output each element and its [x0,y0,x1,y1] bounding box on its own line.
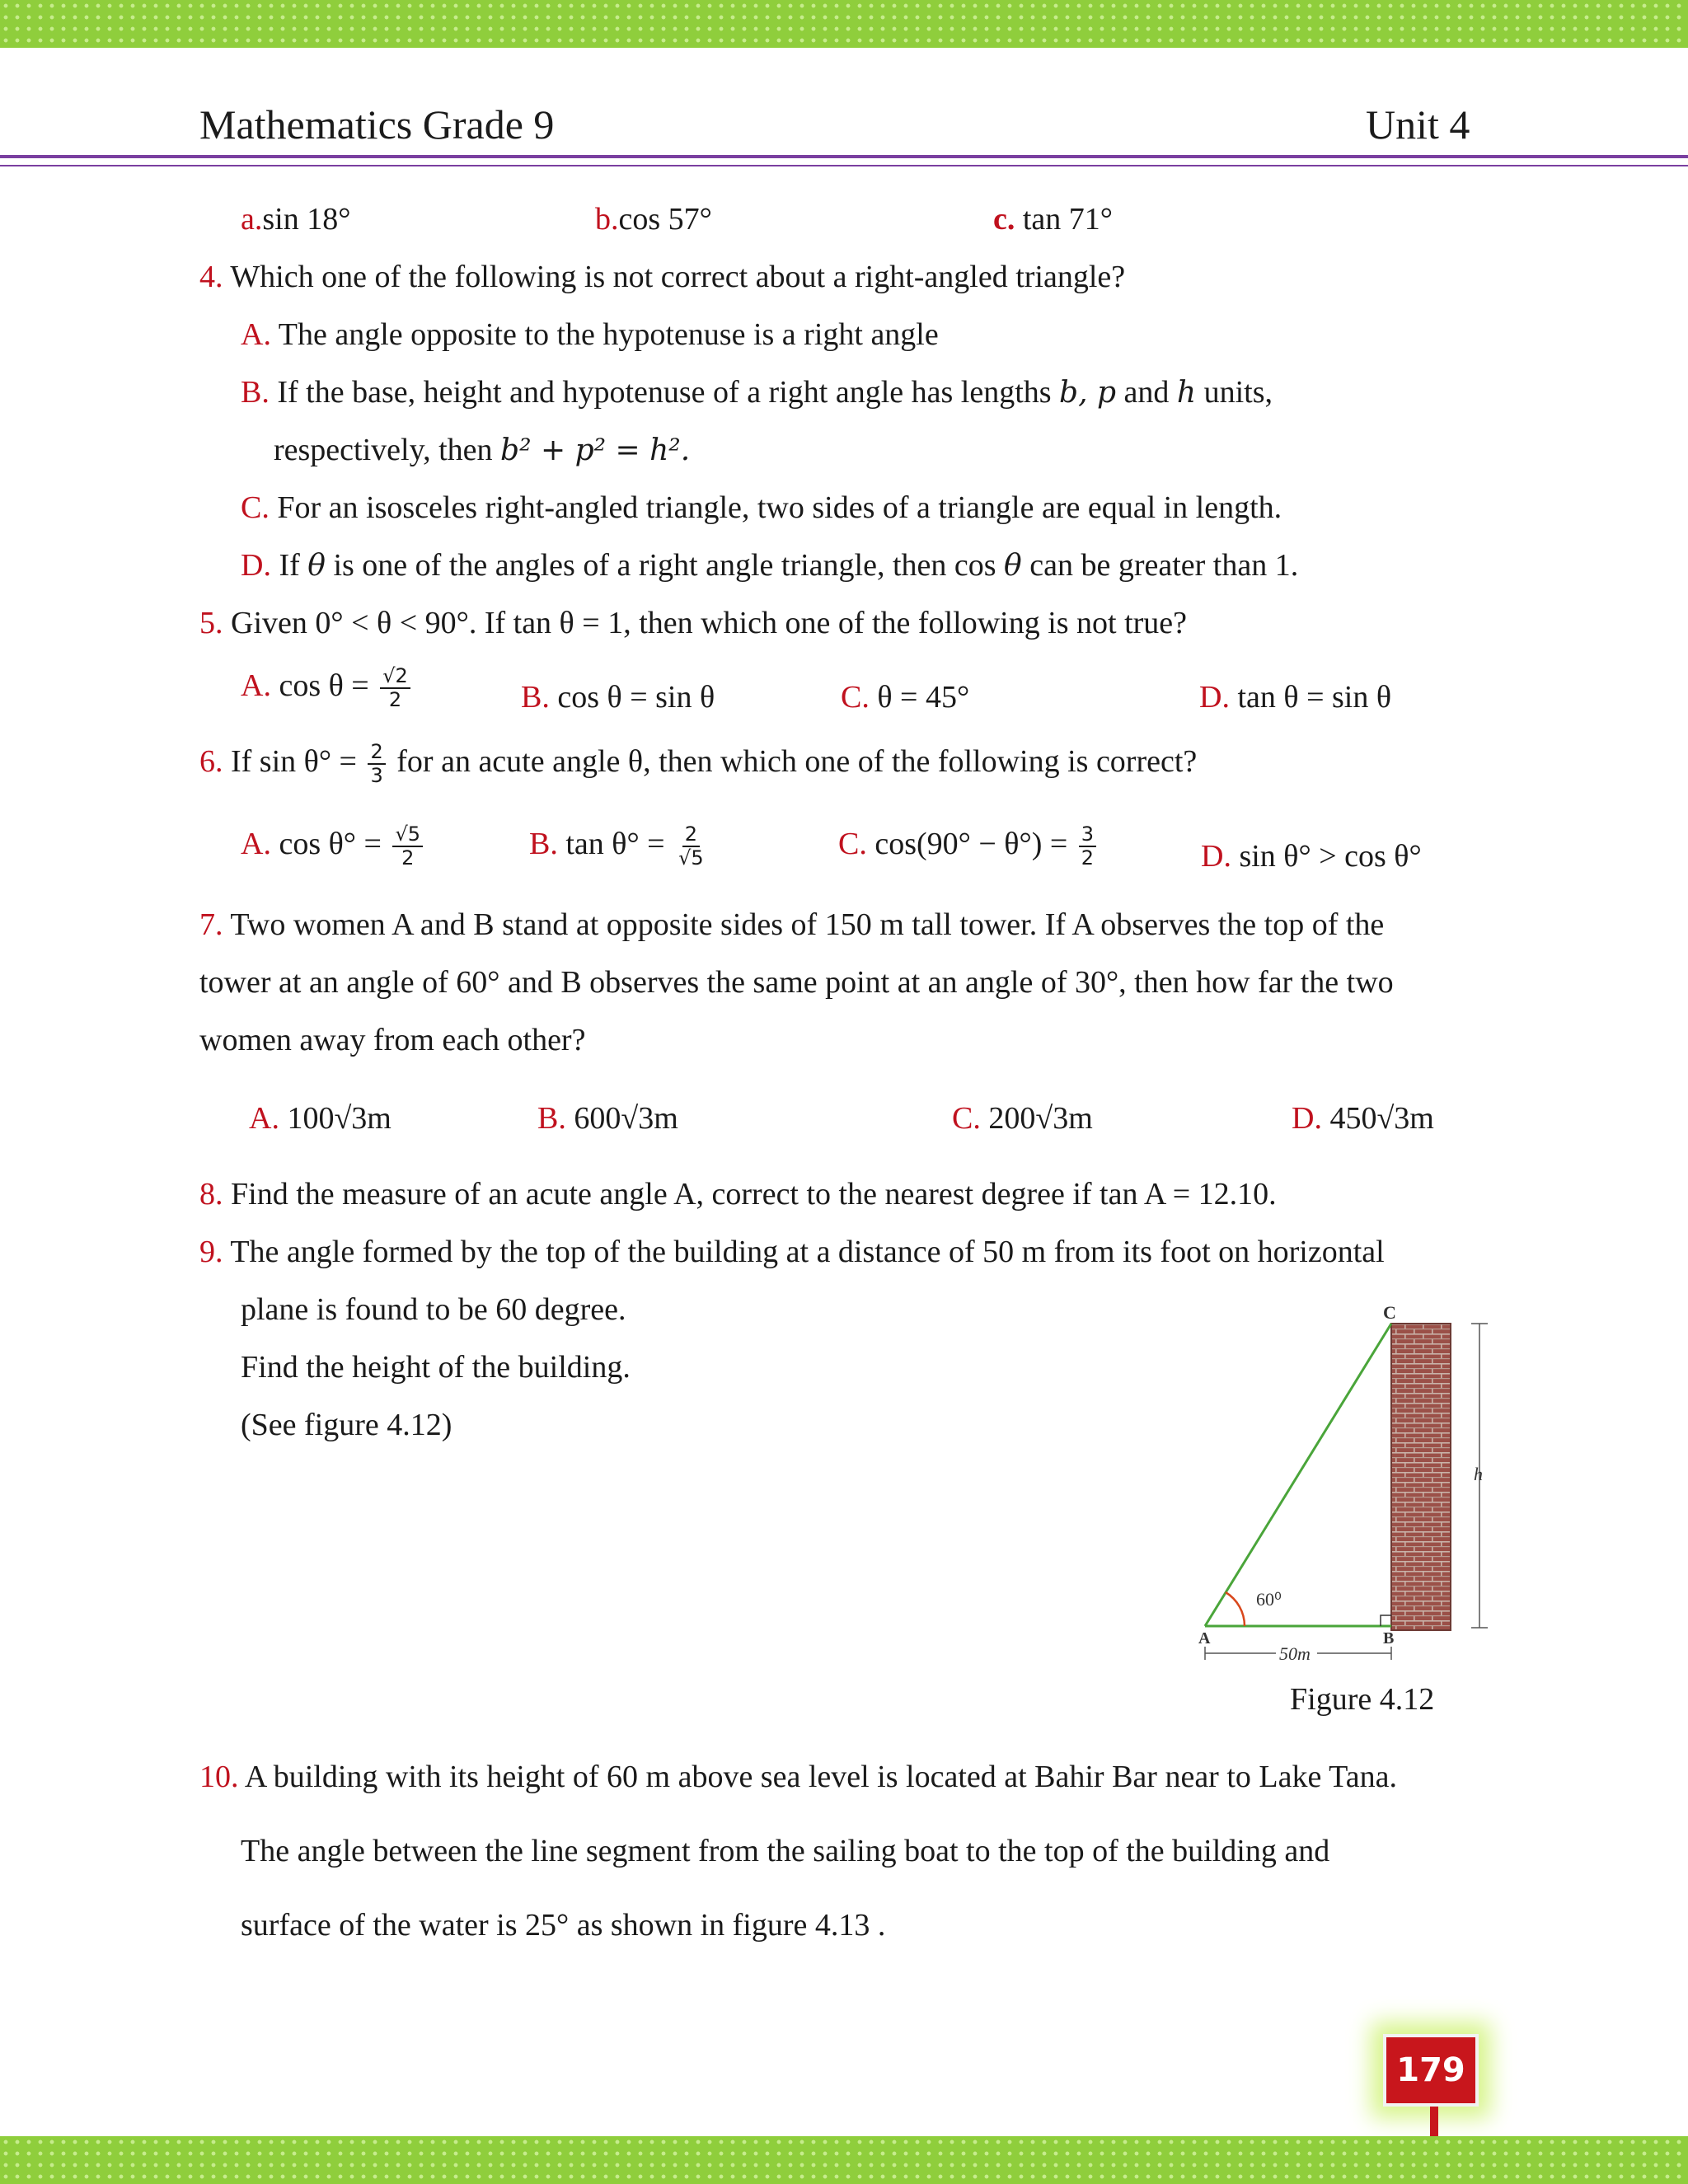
q7-option-b: B. 600√3m [537,1101,678,1136]
base-length-label: 50m [1279,1643,1311,1664]
q4-option-b-continued: respectively, then b² + p² = h². [274,433,691,467]
q6-option-a: A. cos θ° = $\frac{√5}{2}$ [241,824,426,869]
header-title: Mathematics Grade 9 [199,101,555,148]
q5-option-a: A. cos θ = $\frac{√2}{2}$ [241,666,414,710]
top-decorative-band [0,0,1688,48]
q6-option-c: C. cos(90° − θ°) = $\frac{3}{2}$ [838,824,1100,869]
header-unit: Unit 4 [1366,101,1470,148]
q6-question: 6. If sin θ° = $\frac{2}{3}$ for an acute angle θ, then which one of the following is correct? [199,740,1198,788]
q9-question-line1: 9. The angle formed by the top of the building at a distance of 50 m from its foot on horizontal [199,1235,1385,1269]
vertex-label-b: B [1383,1629,1395,1647]
q5-option-d: D. tan θ = sin θ [1199,680,1392,715]
hypotenuse-line [1205,1324,1391,1626]
q4-option-b: B. If the base, height and hypotenuse of a right angle has lengths b, p and h units, [241,375,1273,410]
q10-question-line3: surface of the water is 25° as shown in figure 4.13 . [241,1908,886,1943]
q8-question: 8. Find the measure of an acute angle A, correct to the nearest degree if tan A = 12.10. [199,1177,1277,1212]
q7-question-line2: tower at an angle of 60° and B observes the same point at an angle of 30°, then how far the two [199,965,1394,1000]
q3-option-c: c. tan 71° [993,202,1113,237]
q5-option-b: B. cos θ = sin θ [521,680,715,715]
q10-question-line1: 10. A building with its height of 60 m above sea level is located at Bahir Bar near to Lake Tana. [199,1760,1397,1794]
vertex-label-c: C [1383,1302,1396,1323]
q9-question-line3: Find the height of the building. [241,1350,631,1385]
angle-label: 60⁰ [1256,1589,1282,1610]
page-number-stem [1430,2107,1438,2139]
vertex-label-a: A [1198,1629,1211,1647]
q7-option-a: A. 100√3m [249,1101,392,1136]
q10-question-line2: The angle between the line segment from the sailing boat to the top of the building and [241,1834,1330,1868]
q4-question: 4. Which one of the following is not correct about a right-angled triangle? [199,260,1126,294]
q3-option-a: a.sin 18° [241,202,351,237]
q7-option-c: C. 200√3m [952,1101,1093,1136]
q7-option-d: D. 450√3m [1292,1101,1434,1136]
q4-option-d: D. If θ is one of the angles of a right angle triangle, then cos θ can be greater than 1. [241,548,1299,583]
page-number-badge: 179 [1383,2034,1479,2107]
bottom-decorative-band [0,2136,1688,2184]
building-wall [1391,1324,1451,1630]
figure-4-12 [1187,1294,1500,1673]
q4-option-c: C. For an isosceles right-angled triangle, two sides of a triangle are equal in length. [241,490,1282,525]
q5-option-c: C. θ = 45° [841,680,970,715]
q4-option-a: A. The angle opposite to the hypotenuse is a right angle [241,317,939,352]
right-angle-mark [1381,1615,1391,1626]
header-rule-top [0,155,1688,158]
q7-question-line1: 7. Two women A and B stand at opposite sides of 150 m tall tower. If A observes the top of the [199,907,1385,942]
q6-option-b: B. tan θ° = $\frac{2}{√5}$ [529,823,704,870]
q3-option-b: b.cos 57° [595,202,712,237]
q9-question-line2: plane is found to be 60 degree. [241,1292,626,1327]
height-label: h [1474,1464,1483,1484]
angle-arc [1226,1592,1245,1626]
q9-question-line4: (See figure 4.12) [241,1408,452,1442]
header-rule-bottom [0,165,1688,166]
q7-question-line3: women away from each other? [199,1023,586,1057]
q6-option-d: D. sin θ° > cos θ° [1201,839,1422,874]
q5-question: 5. Given 0° < θ < 90°. If tan θ = 1, then which one of the following is not true? [199,606,1188,640]
figure-caption: Figure 4.12 [1290,1682,1435,1717]
